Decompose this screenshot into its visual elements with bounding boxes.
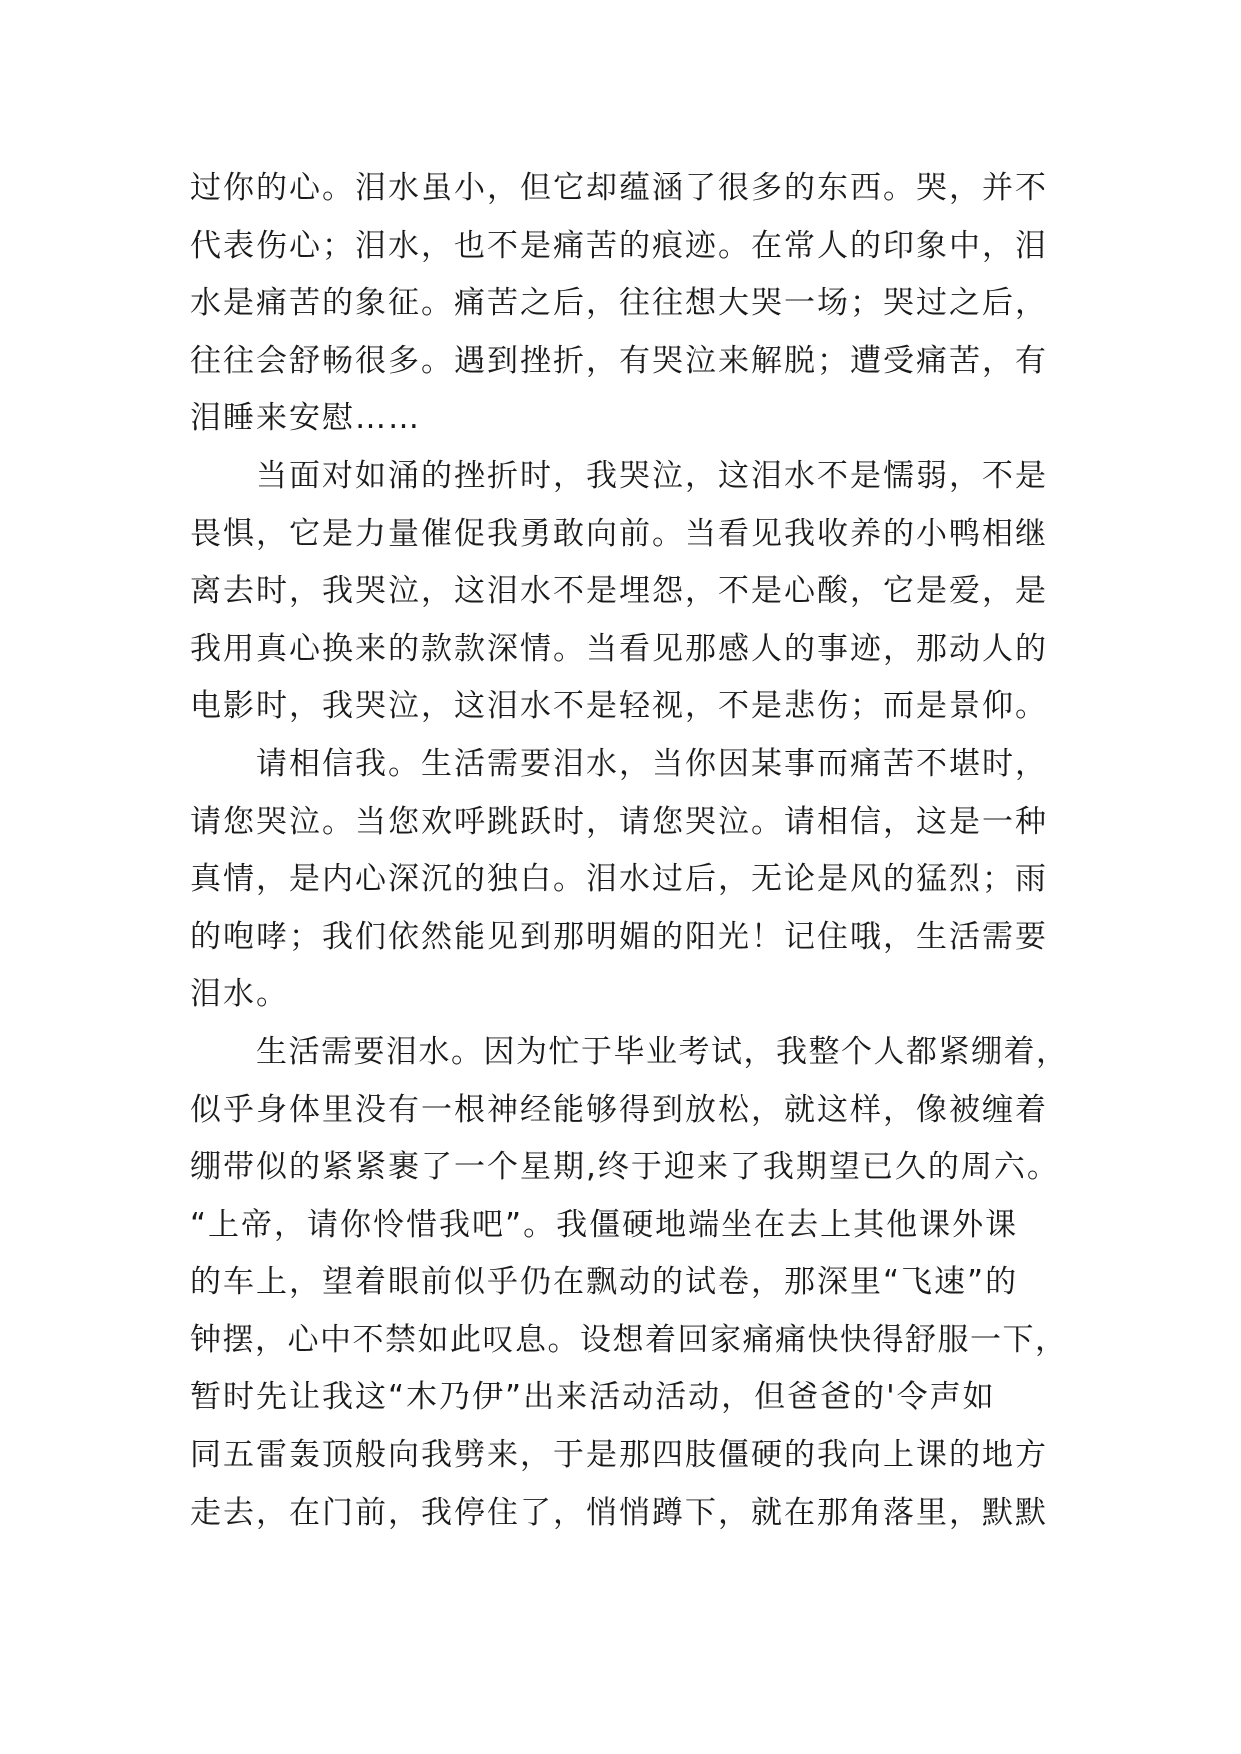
text-line: 的咆哮；我们依然能见到那明媚的阳光！记住哦，生活需要: [190, 918, 1048, 955]
text-line: 似乎身体里没有一根神经能够得到放松，就这样，像被缠着: [190, 1091, 1048, 1128]
text-line: 往往会舒畅很多。遇到挫折，有哭泣来解脱；遭受痛苦，有: [190, 342, 1048, 379]
text-line: 电影时，我哭泣，这泪水不是轻视，不是悲伤；而是景仰。: [190, 688, 1048, 725]
text-line: 泪水。: [190, 976, 289, 1013]
text-line: 暂时先让我这“木乃伊”出来活动活动，但爸爸的'令声如: [190, 1379, 996, 1416]
text-line: 走去，在门前，我停住了，悄悄蹲下，就在那角落里，默默: [190, 1494, 1048, 1531]
text-line: 水是痛苦的象征。痛苦之后，往往想大哭一场；哭过之后，: [190, 285, 1048, 322]
paragraph-first-line: 生活需要泪水。因为忙于毕业考试，我整个人都紧绷着，: [256, 1033, 1069, 1070]
text-line: 请您哭泣。当您欢呼跳跃时，请您哭泣。请相信，这是一种: [190, 803, 1048, 840]
text-line: “上帝，请你怜惜我吧”。我僵硬地端坐在去上其他课外课: [190, 1206, 1019, 1243]
text-line: 离去时，我哭泣，这泪水不是埋怨，不是心酸，它是爱，是: [190, 573, 1048, 610]
text-line: 真情，是内心深沉的独白。泪水过后，无论是风的猛烈；雨: [190, 861, 1048, 898]
text-line: 绷带似的紧紧裹了一个星期,终于迎来了我期望已久的周六。: [190, 1149, 1060, 1186]
text-line: 的车上，望着眼前似乎仍在飘动的试卷，那深里“飞速”的: [190, 1264, 1019, 1301]
text-line: 钟摆，心中不禁如此叹息。设想着回家痛痛快快得舒服一下，: [190, 1321, 1068, 1358]
text-line: 代表伤心；泪水，也不是痛苦的痕迹。在常人的印象中，泪: [190, 227, 1048, 264]
text-line: 畏惧，它是力量催促我勇敢向前。当看见我收养的小鸭相继: [190, 515, 1048, 552]
body-text: [190, 160, 1070, 1542]
text-line: 过你的心。泪水虽小，但它却蕴涵了很多的东西。哭，并不: [190, 170, 1048, 206]
text-line: 同五雷轰顶般向我劈来，于是那四肢僵硬的我向上课的地方: [190, 1437, 1048, 1474]
paragraph-first-line: 请相信我。生活需要泪水，当你因某事而痛苦不堪时，: [256, 745, 1048, 782]
text-line: 我用真心换来的款款深情。当看见那感人的事迹，那动人的: [190, 630, 1048, 667]
text-line: 泪睡来安慰……: [190, 400, 421, 437]
paragraph-first-line: 当面对如涌的挫折时，我哭泣，这泪水不是懦弱，不是: [256, 457, 1048, 494]
